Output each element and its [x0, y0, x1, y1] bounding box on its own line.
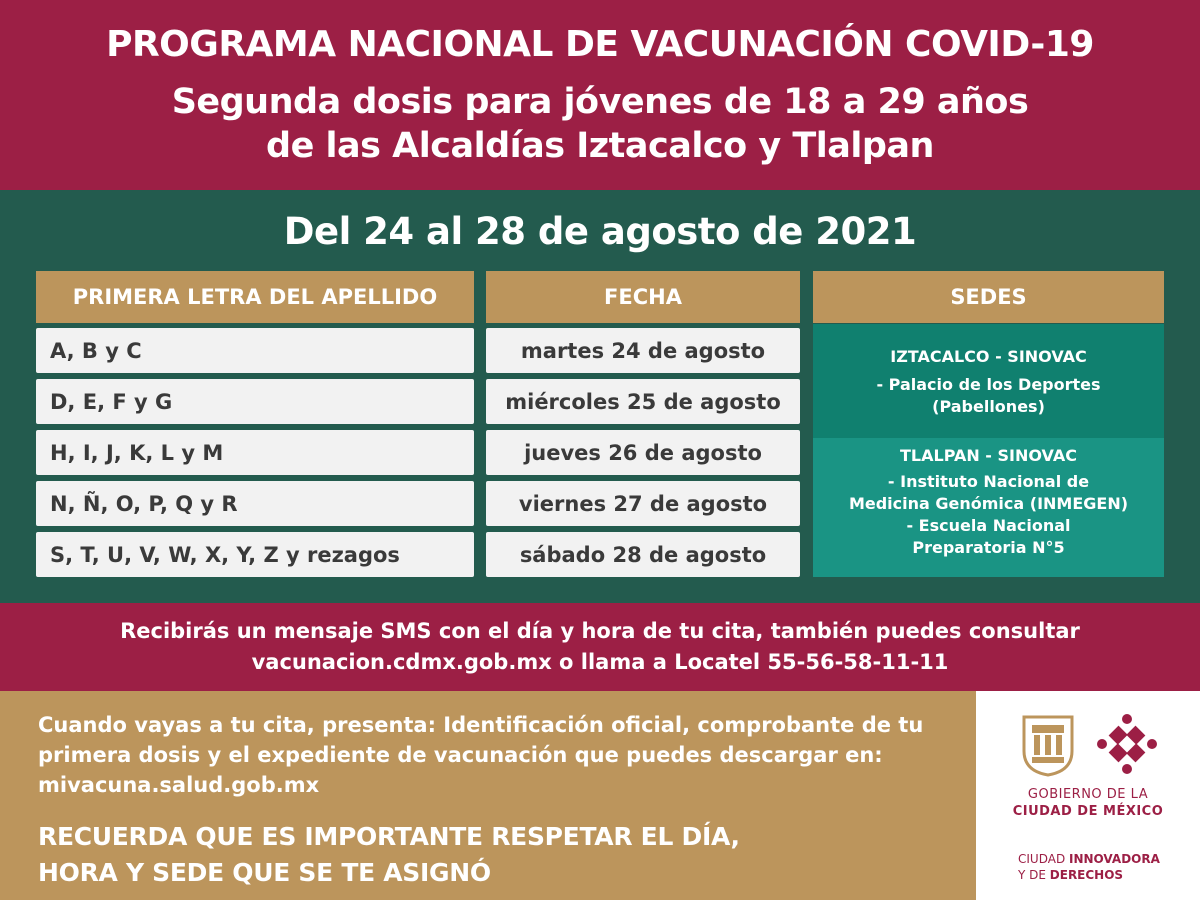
slogan-part: INNOVADORA [1069, 852, 1160, 866]
slogan-part: CIUDAD [1018, 852, 1069, 866]
coat-of-arms-icon [1020, 713, 1076, 777]
page-title: PROGRAMA NACIONAL DE VACUNACIÓN COVID-19 [106, 24, 1094, 65]
row-letters: A, B y C [36, 328, 474, 373]
row-date: miércoles 25 de agosto [486, 379, 800, 424]
reminder [38, 819, 968, 891]
row-date: viernes 27 de agosto [486, 481, 800, 526]
sede-line: Preparatoria N°5 [912, 538, 1065, 557]
page-subtitle [0, 80, 1200, 168]
requirements-note: Cuando vayas a tu cita, presenta: Identificación oficial, comprobante de tu primera dosis y el expediente de vacunación que puedes descargar en: mivacuna.salud.gob.mx [38, 713, 924, 797]
reminder-line-2: HORA Y SEDE QUE SE TE ASIGNÓ [38, 858, 491, 887]
sede-name: IZTACALCO - SINOVAC [890, 347, 1087, 366]
reminder-line-1: RECUERDA QUE ES IMPORTANTE RESPETAR EL DÍA, [38, 822, 740, 851]
sms-line-2: vacunacion.cdmx.gob.mx o llama a Locatel 55-56-58-11-11 [251, 650, 949, 674]
header-date: FECHA [486, 271, 800, 323]
requirements-section [0, 691, 976, 900]
header-letter: PRIMERA LETRA DEL APELLIDO [36, 271, 474, 323]
sede-line: (Pabellones) [932, 397, 1045, 416]
sede-name: TLALPAN - SINOVAC [900, 446, 1077, 465]
sede-line: - Instituto Nacional de [887, 472, 1090, 491]
sms-banner [0, 603, 1200, 691]
date-range: Del 24 al 28 de agosto de 2021 [283, 210, 917, 253]
gov-name-line-2: CIUDAD DE MÉXICO [1012, 804, 1164, 819]
slogan-part: Y DE [1018, 868, 1050, 882]
row-date: jueves 26 de agosto [486, 430, 800, 475]
row-letters: S, T, U, V, W, X, Y, Z y rezagos [36, 532, 474, 577]
row-letters: D, E, F y G [36, 379, 474, 424]
sede-line: - Escuela Nacional [906, 516, 1071, 535]
row-letters: H, I, J, K, L y M [36, 430, 474, 475]
sede-line: - Palacio de los Deportes [876, 375, 1101, 394]
row-date: martes 24 de agosto [486, 328, 800, 373]
slogan-part: DERECHOS [1049, 868, 1124, 882]
gov-slogan [1018, 851, 1160, 883]
gov-name-line-1: GOBIERNO DE LA [1027, 787, 1149, 802]
government-logo-area [976, 691, 1200, 900]
subtitle-line-1: Segunda dosis para jóvenes de 18 a 29 años [171, 82, 1029, 122]
sms-line-1: Recibirás un mensaje SMS con el día y hora de tu cita, también puedes consultar [120, 619, 1080, 643]
sede-iztacalco [813, 324, 1164, 438]
cdmx-logo-icon [1094, 711, 1160, 777]
header-sedes: SEDES [813, 271, 1164, 323]
header-banner [0, 0, 1200, 190]
row-date: sábado 28 de agosto [486, 532, 800, 577]
row-letters: N, Ñ, O, P, Q y R [36, 481, 474, 526]
sede-tlalpan [813, 438, 1164, 577]
sede-line: Medicina Genómica (INMEGEN) [848, 494, 1129, 513]
schedule-section [0, 190, 1200, 603]
subtitle-line-2: de las Alcaldías Iztacalco y Tlalpan [266, 126, 934, 166]
